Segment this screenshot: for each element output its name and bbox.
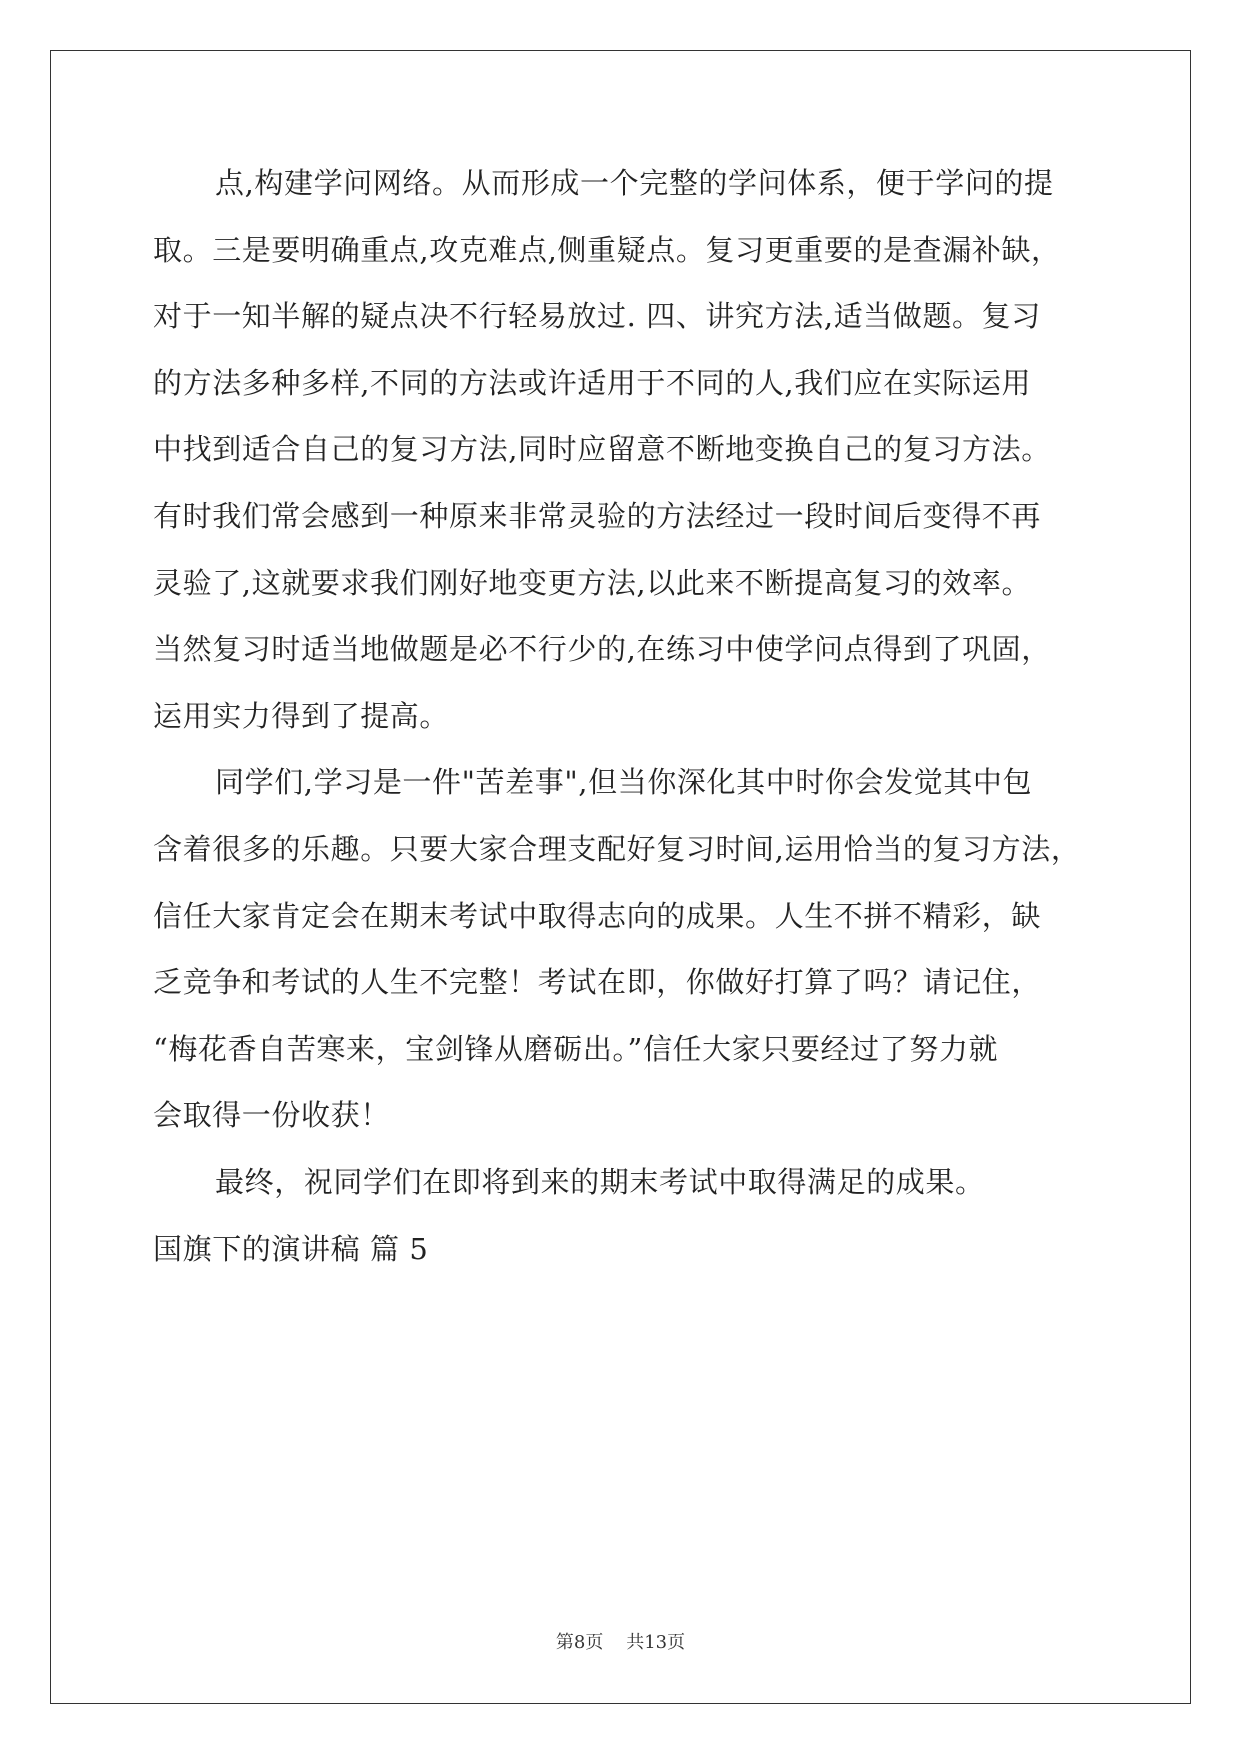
text-line: 信任大家肯定会在期末考试中取得志向的成果。人生不拼不精彩，缺 xyxy=(153,898,1042,933)
text-line: 有时我们常会感到一种原来非常灵验的方法经过一段时间后变得不再 xyxy=(153,498,1042,533)
text-line: 的方法多种多样,不同的方法或许适用于不同的人,我们应在实际运用 xyxy=(153,365,1032,400)
text-line: 当然复习时适当地做题是必不行少的,在练习中使学问点得到了巩固， xyxy=(153,632,1051,667)
section-heading: 国旗下的演讲稿 篇 5 xyxy=(153,1231,429,1266)
text-line: 中找到适合自己的复习方法,同时应留意不断地变换自己的复习方法。 xyxy=(153,432,1051,467)
page-number-footer: 第8页 共13页 xyxy=(555,1632,686,1653)
text-line: 对于一知半解的疑点决不行轻易放过. 四、讲究方法,适当做题。复习 xyxy=(153,299,1041,334)
text-line: 运用实力得到了提高。 xyxy=(153,698,450,733)
text-line: 乏竞争和考试的人生不完整！考试在即，你做好打算了吗？请记住， xyxy=(153,965,1042,1000)
text-line: “梅花香自苦寒来，宝剑锋从磨砺出。”信任大家只要经过了努力就 xyxy=(153,1031,999,1066)
text-line: 灵验了,这就要求我们刚好地变更方法,以此来不断提高复习的效率。 xyxy=(153,565,1032,600)
document-body xyxy=(153,162,1088,1294)
text-line: 会取得一份收获！ xyxy=(153,1098,390,1133)
text-line: 同学们,学习是一件"苦差事",但当你深化其中时你会发觉其中包 xyxy=(215,765,1033,800)
text-line: 最终，祝同学们在即将到来的期末考试中取得满足的成果。 xyxy=(215,1164,985,1199)
text-line: 取。三是要明确重点,攻克难点,侧重疑点。复习更重要的是查漏补缺， xyxy=(153,232,1061,267)
text-line: 含着很多的乐趣。只要大家合理支配好复习时间,运用恰当的复习方法， xyxy=(153,831,1081,866)
text-line: 点,构建学问网络。从而形成一个完整的学问体系，便于学问的提 xyxy=(215,166,1054,200)
